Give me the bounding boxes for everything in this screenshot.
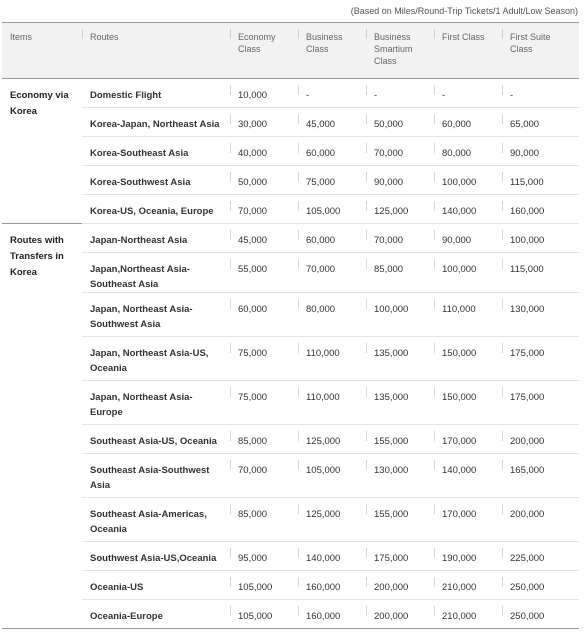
- first-class-value: 80,000: [434, 137, 502, 166]
- economy-class-value: 70,000: [230, 454, 298, 498]
- first-class-value: 100,000: [434, 253, 502, 293]
- route-name: Oceania-Europe: [82, 600, 230, 629]
- table-row: [2, 381, 579, 425]
- business-class-value: 105,000: [298, 195, 366, 224]
- table-row: [2, 425, 579, 454]
- first-class-value: 170,000: [434, 425, 502, 454]
- item-group-label: Economy via Korea: [2, 79, 82, 224]
- business-smartium-class-value: 90,000: [366, 166, 434, 195]
- first-class-value: 150,000: [434, 337, 502, 381]
- table-row: [2, 79, 579, 108]
- first-class-value: 210,000: [434, 571, 502, 600]
- table-row: [2, 195, 579, 224]
- first-class-value: 140,000: [434, 195, 502, 224]
- business-smartium-class-value: 200,000: [366, 571, 434, 600]
- first-suite-class-value: 200,000: [502, 498, 579, 542]
- table-row: [2, 293, 579, 337]
- economy-class-value: 105,000: [230, 600, 298, 629]
- table-row: [2, 253, 579, 293]
- mileage-award-table: [2, 22, 579, 629]
- business-smartium-class-value: 70,000: [366, 224, 434, 253]
- first-suite-class-value: 175,000: [502, 381, 579, 425]
- economy-class-value: 45,000: [230, 224, 298, 253]
- first-suite-class-value: 115,000: [502, 253, 579, 293]
- economy-class-value: 50,000: [230, 166, 298, 195]
- first-class-value: -: [434, 79, 502, 108]
- table-row: [2, 454, 579, 498]
- business-smartium-class-value: 155,000: [366, 498, 434, 542]
- header-routes: Routes: [82, 23, 230, 79]
- first-class-value: 90,000: [434, 224, 502, 253]
- economy-class-value: 30,000: [230, 108, 298, 137]
- first-suite-class-value: 165,000: [502, 454, 579, 498]
- business-smartium-class-value: 135,000: [366, 381, 434, 425]
- first-suite-class-value: 250,000: [502, 571, 579, 600]
- first-suite-class-value: 250,000: [502, 600, 579, 629]
- table-note: (Based on Miles/Round-Trip Tickets/1 Adult/Low Season): [350, 6, 578, 16]
- first-class-value: 140,000: [434, 454, 502, 498]
- economy-class-value: 85,000: [230, 498, 298, 542]
- route-name: Japan,Northeast Asia-Southeast Asia: [82, 253, 230, 293]
- first-suite-class-value: 130,000: [502, 293, 579, 337]
- first-suite-class-value: 90,000: [502, 137, 579, 166]
- business-smartium-class-value: 200,000: [366, 600, 434, 629]
- header-row: [2, 23, 579, 79]
- table-row: [2, 337, 579, 381]
- route-name: Japan, Northeast Asia-Europe: [82, 381, 230, 425]
- first-suite-class-value: 225,000: [502, 542, 579, 571]
- first-class-value: 190,000: [434, 542, 502, 571]
- business-smartium-class-value: 135,000: [366, 337, 434, 381]
- header-first-suite-class: First Suite Class: [502, 23, 579, 79]
- route-name: Southeast Asia-Americas, Oceania: [82, 498, 230, 542]
- business-smartium-class-value: 130,000: [366, 454, 434, 498]
- business-smartium-class-value: 125,000: [366, 195, 434, 224]
- first-class-value: 170,000: [434, 498, 502, 542]
- first-suite-class-value: 115,000: [502, 166, 579, 195]
- first-class-value: 210,000: [434, 600, 502, 629]
- business-class-value: 105,000: [298, 454, 366, 498]
- table-row: [2, 166, 579, 195]
- first-suite-class-value: -: [502, 79, 579, 108]
- economy-class-value: 105,000: [230, 571, 298, 600]
- header-business-smartium-class: Business Smartium Class: [366, 23, 434, 79]
- business-smartium-class-value: 155,000: [366, 425, 434, 454]
- first-class-value: 110,000: [434, 293, 502, 337]
- first-suite-class-value: 160,000: [502, 195, 579, 224]
- business-class-value: -: [298, 79, 366, 108]
- route-name: Southeast Asia-Southwest Asia: [82, 454, 230, 498]
- business-smartium-class-value: 50,000: [366, 108, 434, 137]
- table-row: [2, 542, 579, 571]
- table-body: [2, 79, 579, 629]
- business-smartium-class-value: 100,000: [366, 293, 434, 337]
- business-class-value: 80,000: [298, 293, 366, 337]
- header-economy-class: Economy Class: [230, 23, 298, 79]
- economy-class-value: 60,000: [230, 293, 298, 337]
- route-name: Southwest Asia-US,Oceania: [82, 542, 230, 571]
- first-class-value: 60,000: [434, 108, 502, 137]
- first-class-value: 150,000: [434, 381, 502, 425]
- first-class-value: 100,000: [434, 166, 502, 195]
- table-row: [2, 600, 579, 629]
- table-row: [2, 108, 579, 137]
- route-name: Korea-US, Oceania, Europe: [82, 195, 230, 224]
- business-class-value: 110,000: [298, 337, 366, 381]
- economy-class-value: 70,000: [230, 195, 298, 224]
- economy-class-value: 75,000: [230, 337, 298, 381]
- economy-class-value: 40,000: [230, 137, 298, 166]
- route-name: Oceania-US: [82, 571, 230, 600]
- route-name: Japan, Northeast Asia-Southwest Asia: [82, 293, 230, 337]
- table-row: [2, 498, 579, 542]
- business-smartium-class-value: -: [366, 79, 434, 108]
- route-name: Korea-Japan, Northeast Asia: [82, 108, 230, 137]
- route-name: Domestic Flight: [82, 79, 230, 108]
- business-smartium-class-value: 175,000: [366, 542, 434, 571]
- business-class-value: 70,000: [298, 253, 366, 293]
- business-class-value: 125,000: [298, 498, 366, 542]
- business-class-value: 110,000: [298, 381, 366, 425]
- first-suite-class-value: 100,000: [502, 224, 579, 253]
- first-suite-class-value: 200,000: [502, 425, 579, 454]
- table-row: [2, 571, 579, 600]
- economy-class-value: 75,000: [230, 381, 298, 425]
- first-suite-class-value: 175,000: [502, 337, 579, 381]
- business-smartium-class-value: 70,000: [366, 137, 434, 166]
- table-row: [2, 224, 579, 253]
- business-class-value: 160,000: [298, 571, 366, 600]
- business-class-value: 60,000: [298, 224, 366, 253]
- route-name: Korea-Southeast Asia: [82, 137, 230, 166]
- route-name: Southeast Asia-US, Oceania: [82, 425, 230, 454]
- route-name: Korea-Southwest Asia: [82, 166, 230, 195]
- economy-class-value: 95,000: [230, 542, 298, 571]
- business-class-value: 140,000: [298, 542, 366, 571]
- economy-class-value: 10,000: [230, 79, 298, 108]
- economy-class-value: 55,000: [230, 253, 298, 293]
- table-row: [2, 137, 579, 166]
- route-name: Japan, Northeast Asia-US, Oceania: [82, 337, 230, 381]
- header-first-class: First Class: [434, 23, 502, 79]
- header-items: Items: [2, 23, 82, 79]
- business-class-value: 75,000: [298, 166, 366, 195]
- business-class-value: 60,000: [298, 137, 366, 166]
- economy-class-value: 85,000: [230, 425, 298, 454]
- business-class-value: 45,000: [298, 108, 366, 137]
- business-class-value: 125,000: [298, 425, 366, 454]
- item-group-label: Routes with Transfers in Korea: [2, 224, 82, 629]
- route-name: Japan-Northeast Asia: [82, 224, 230, 253]
- business-class-value: 160,000: [298, 600, 366, 629]
- header-business-class: Business Class: [298, 23, 366, 79]
- first-suite-class-value: 65,000: [502, 108, 579, 137]
- business-smartium-class-value: 85,000: [366, 253, 434, 293]
